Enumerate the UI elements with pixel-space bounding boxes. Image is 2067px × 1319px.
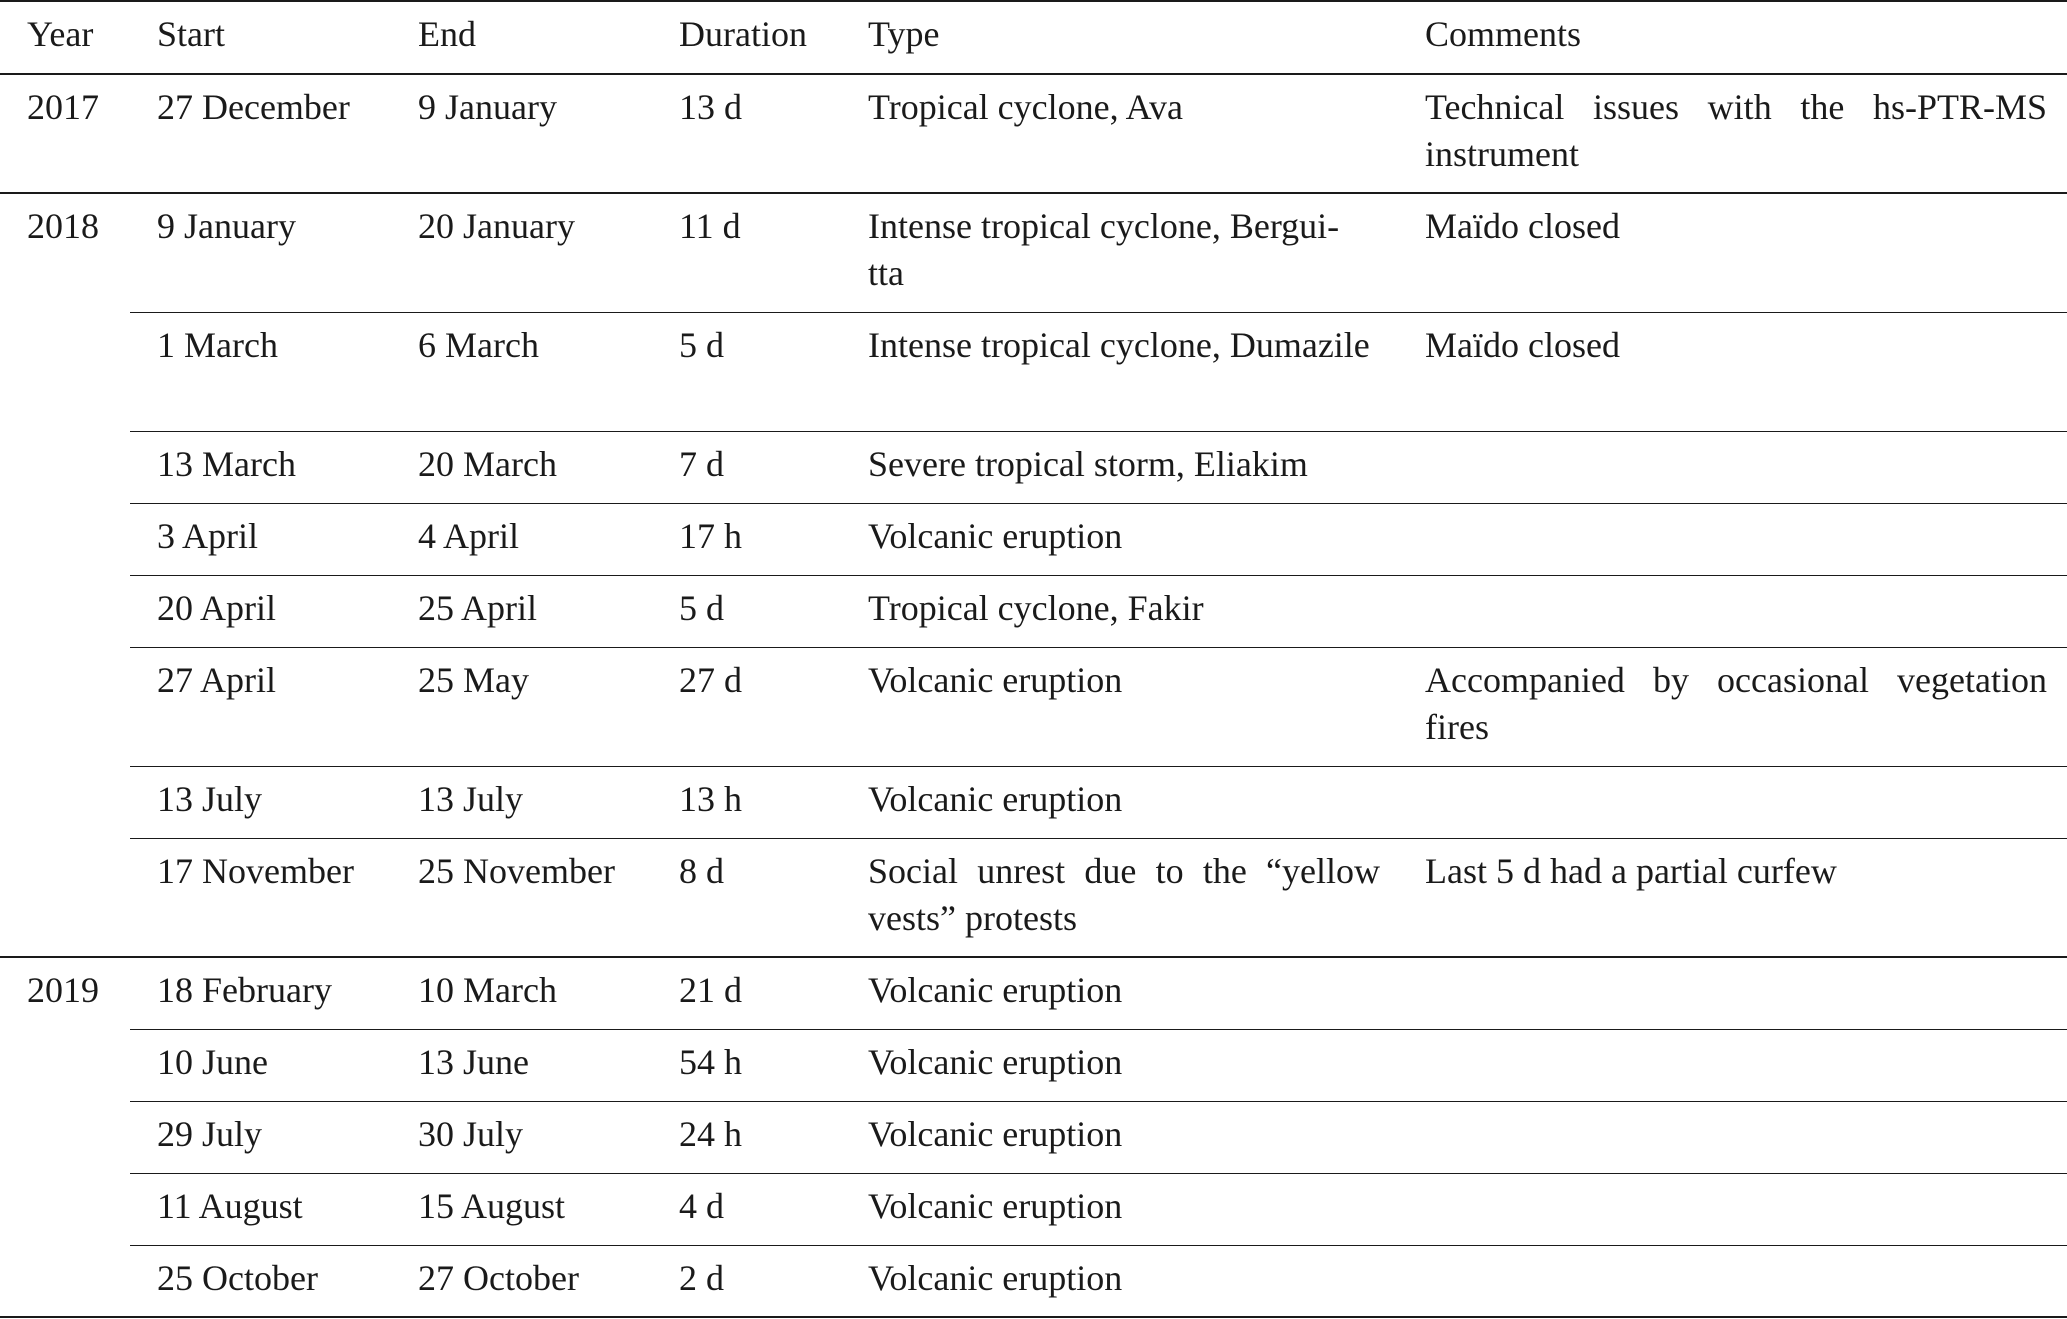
type-cell: Volcanic eruption xyxy=(841,647,1406,766)
duration-cell: 5 d xyxy=(652,312,841,431)
duration-cell: 54 h xyxy=(652,1029,841,1101)
type-cell: Volcanic eruption xyxy=(841,957,1406,1029)
comments-cell xyxy=(1406,1245,2067,1317)
comments-cell: Technical issues with the hs-PTR-MS instrument xyxy=(1406,74,2067,193)
end-cell: 30 July xyxy=(391,1101,652,1173)
type-cell: Volcanic eruption xyxy=(841,503,1406,575)
end-cell: 13 July xyxy=(391,766,652,838)
start-cell: 25 October xyxy=(130,1245,391,1317)
end-cell: 13 June xyxy=(391,1029,652,1101)
duration-cell: 7 d xyxy=(652,431,841,503)
type-cell: Severe tropical storm, Eliakim xyxy=(841,431,1406,503)
table-row xyxy=(0,957,2067,1029)
start-cell: 10 June xyxy=(130,1029,391,1101)
comments-cell xyxy=(1406,1101,2067,1173)
comments-cell: Maïdo closed xyxy=(1406,193,2067,312)
type-cell: Volcanic eruption xyxy=(841,1029,1406,1101)
table-row xyxy=(0,1245,2067,1317)
type-cell: Volcanic eruption xyxy=(841,1173,1406,1245)
type-cell: Tropical cyclone, Fakir xyxy=(841,575,1406,647)
start-cell: 11 August xyxy=(130,1173,391,1245)
duration-cell: 13 h xyxy=(652,766,841,838)
type-cell: Volcanic eruption xyxy=(841,766,1406,838)
duration-cell: 11 d xyxy=(652,193,841,312)
start-cell: 18 February xyxy=(130,957,391,1029)
end-cell: 10 March xyxy=(391,957,652,1029)
end-cell: 27 October xyxy=(391,1245,652,1317)
start-cell: 27 April xyxy=(130,647,391,766)
comments-cell xyxy=(1406,1029,2067,1101)
table-row xyxy=(0,312,2067,431)
table-row xyxy=(0,575,2067,647)
year-cell: 2019 xyxy=(0,957,130,1317)
end-cell: 25 May xyxy=(391,647,652,766)
year-cell: 2018 xyxy=(0,193,130,957)
duration-cell: 17 h xyxy=(652,503,841,575)
comments-cell xyxy=(1406,766,2067,838)
table-row xyxy=(0,431,2067,503)
table-body xyxy=(0,74,2067,1317)
duration-cell: 21 d xyxy=(652,957,841,1029)
header-duration: Duration xyxy=(652,1,841,74)
header-row xyxy=(0,1,2067,74)
comments-cell xyxy=(1406,1173,2067,1245)
start-cell: 17 November xyxy=(130,838,391,957)
header-end: End xyxy=(391,1,652,74)
table-row xyxy=(0,647,2067,766)
comments-cell xyxy=(1406,431,2067,503)
header-year: Year xyxy=(0,1,130,74)
duration-cell: 27 d xyxy=(652,647,841,766)
end-cell: 15 August xyxy=(391,1173,652,1245)
duration-cell: 5 d xyxy=(652,575,841,647)
type-cell: Social unrest due to the “yellow vests” protests xyxy=(841,838,1406,957)
start-cell: 13 March xyxy=(130,431,391,503)
year-cell: 2017 xyxy=(0,74,130,193)
table-row xyxy=(0,503,2067,575)
end-cell: 25 April xyxy=(391,575,652,647)
start-cell: 13 July xyxy=(130,766,391,838)
table-row xyxy=(0,1101,2067,1173)
end-cell: 4 April xyxy=(391,503,652,575)
duration-cell: 2 d xyxy=(652,1245,841,1317)
end-cell: 20 March xyxy=(391,431,652,503)
end-cell: 25 November xyxy=(391,838,652,957)
duration-cell: 4 d xyxy=(652,1173,841,1245)
start-cell: 20 April xyxy=(130,575,391,647)
start-cell: 3 April xyxy=(130,503,391,575)
start-cell: 27 December xyxy=(130,74,391,193)
table-row xyxy=(0,838,2067,957)
header-comments: Comments xyxy=(1406,1,2067,74)
table-row xyxy=(0,1029,2067,1101)
table-row xyxy=(0,766,2067,838)
type-cell: Volcanic eruption xyxy=(841,1101,1406,1173)
table-row xyxy=(0,193,2067,312)
type-cell: Intense tropical cyclone, Bergui- tta xyxy=(841,193,1406,312)
type-cell: Intense tropical cyclone, Dumazile xyxy=(841,312,1406,431)
comments-cell: Maïdo closed xyxy=(1406,312,2067,431)
type-cell: Tropical cyclone, Ava xyxy=(841,74,1406,193)
type-cell: Volcanic eruption xyxy=(841,1245,1406,1317)
duration-cell: 24 h xyxy=(652,1101,841,1173)
table-row xyxy=(0,1173,2067,1245)
end-cell: 20 January xyxy=(391,193,652,312)
end-cell: 6 March xyxy=(391,312,652,431)
comments-cell: Last 5 d had a partial curfew xyxy=(1406,838,2067,957)
table-row xyxy=(0,74,2067,193)
start-cell: 1 March xyxy=(130,312,391,431)
duration-cell: 8 d xyxy=(652,838,841,957)
start-cell: 29 July xyxy=(130,1101,391,1173)
duration-cell: 13 d xyxy=(652,74,841,193)
comments-cell xyxy=(1406,575,2067,647)
table-header xyxy=(0,1,2067,74)
comments-cell: Accompanied by occasional vegetation fires xyxy=(1406,647,2067,766)
header-type: Type xyxy=(841,1,1406,74)
comments-cell xyxy=(1406,503,2067,575)
end-cell: 9 January xyxy=(391,74,652,193)
header-start: Start xyxy=(130,1,391,74)
comments-cell xyxy=(1406,957,2067,1029)
start-cell: 9 January xyxy=(130,193,391,312)
